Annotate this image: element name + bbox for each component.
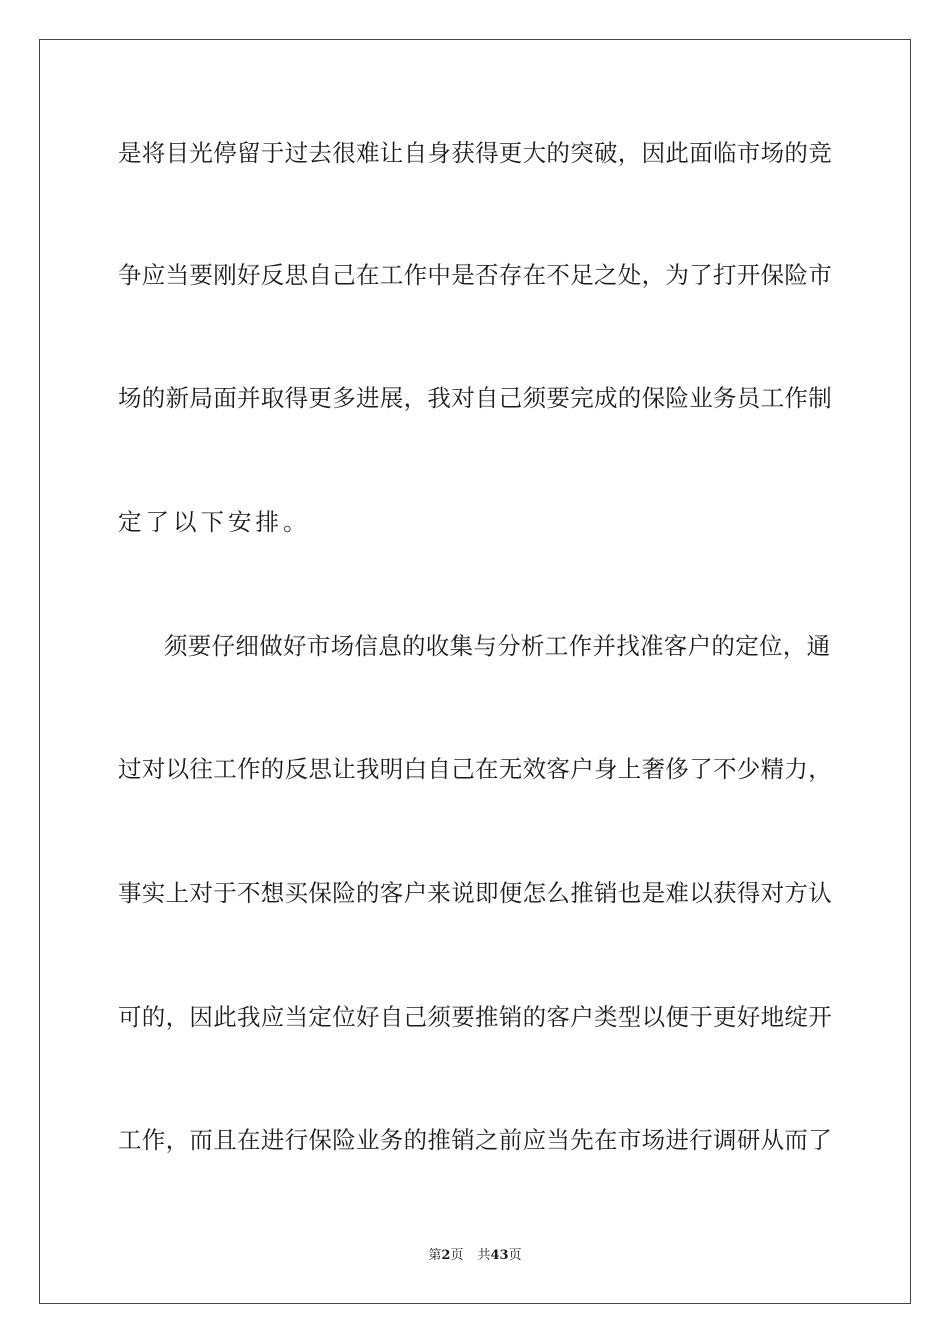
page-prefix: 第 [428, 1248, 442, 1263]
page-number: 2 [441, 1248, 451, 1263]
body-line-4: 定了以下安排。 [118, 508, 311, 536]
body-line-5: 须要仔细做好市场信息的收集与分析工作并找准客户的定位，通 [164, 632, 831, 660]
page-suffix: 页 [450, 1248, 464, 1263]
page-footer [0, 1247, 950, 1265]
total-pages: 43 [490, 1248, 509, 1263]
total-suffix: 页 [508, 1248, 522, 1263]
body-line-9: 工作，而且在进行保险业务的推销之前应当先在市场进行调研从而了 [118, 1126, 832, 1154]
body-line-1: 是将目光停留于过去很难让自身获得更大的突破，因此面临市场的竞 [118, 139, 832, 167]
body-line-7: 事实上对于不想买保险的客户来说即便怎么推销也是难以获得对方认 [118, 879, 832, 907]
total-prefix: 共 [477, 1248, 491, 1263]
body-line-2: 争应当要刚好反思自己在工作中是否存在不足之处，为了打开保险市 [118, 261, 832, 289]
page-border [39, 39, 911, 1304]
body-line-8: 可的，因此我应当定位好自己须要推销的客户类型以便于更好地绽开 [118, 1003, 832, 1031]
body-line-3: 场的新局面并取得更多进展，我对自己须要完成的保险业务员工作制 [118, 384, 832, 412]
body-line-6: 过对以往工作的反思让我明白自己在无效客户身上奢侈了不少精力， [118, 755, 832, 783]
